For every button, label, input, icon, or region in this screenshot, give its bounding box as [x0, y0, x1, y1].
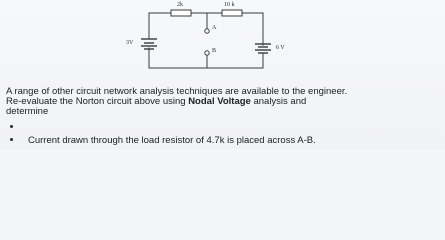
bullet-1-dot — [10, 125, 13, 128]
terminal-a-node — [205, 29, 209, 33]
paragraph-line-3: determine — [6, 106, 49, 117]
paragraph-line-2-suffix: analysis and — [250, 96, 307, 107]
bullet-item-2-text: Current drawn through the load resistor of 4.7k is placed across A-B. — [28, 135, 316, 146]
source-3v-label: 3V — [126, 40, 134, 46]
resistor-2k-symbol — [171, 10, 191, 16]
terminal-a-label: A — [212, 25, 217, 31]
question-paragraph — [6, 87, 440, 117]
resistor-10k-label: 10 k — [224, 2, 235, 8]
bullet-2-dot — [10, 138, 13, 141]
resistor-10k-symbol — [222, 10, 242, 16]
bullet-item-1 — [10, 123, 28, 133]
paragraph-line-2-prefix: Re-evaluate the Norton circuit above using — [6, 96, 189, 107]
terminal-b-label: B — [212, 48, 217, 54]
bullet-item-2 — [10, 136, 316, 146]
terminal-b-node — [205, 51, 209, 55]
source-6v-label: 6 V — [276, 45, 285, 51]
circuit-diagram — [0, 0, 445, 82]
paragraph-line-2 — [6, 97, 440, 107]
paragraph-line-2-emphasis: Nodal Voltage — [188, 96, 251, 107]
paragraph-line-1: A range of other circuit network analysis techniques are available to the engineer. — [6, 86, 348, 97]
resistor-2k-label: 2k — [177, 2, 183, 8]
